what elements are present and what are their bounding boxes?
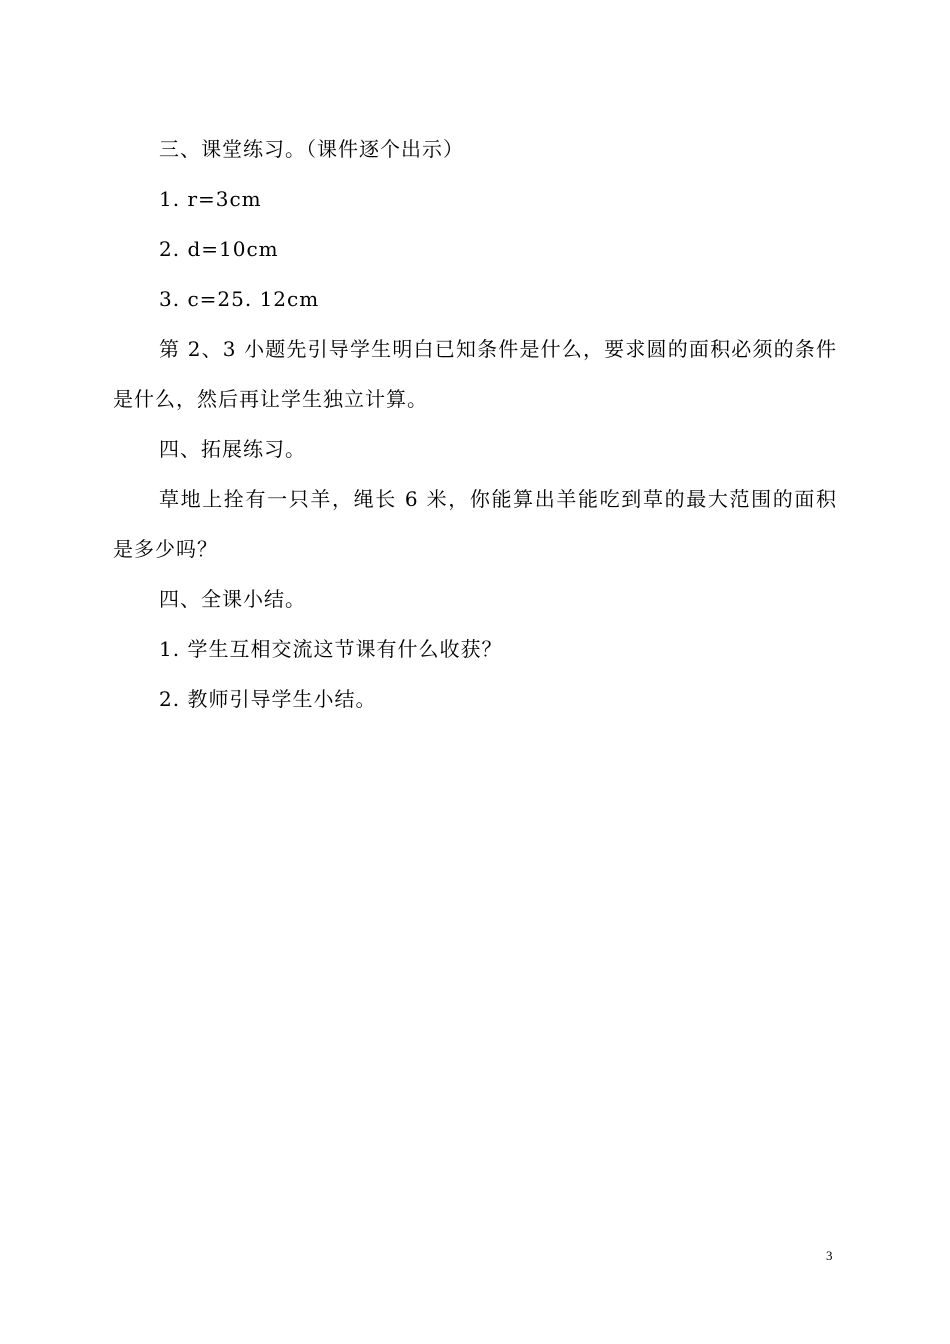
- document-body: [113, 124, 837, 724]
- summary-item-2: 2. 教师引导学生小结。: [159, 687, 377, 711]
- exercise-item-1: 1. r=3cm: [159, 187, 262, 211]
- summary-item-1: 1. 学生互相交流这节课有什么收获？: [159, 637, 503, 661]
- exercise-item-2: 2. d=10cm: [159, 237, 279, 261]
- guidance-paragraph: 第 2、3 小题先引导学生明白已知条件是什么，要求圆的面积必须的条件是什么，然后再让学生独立计算。: [113, 337, 837, 411]
- extension-paragraph: 草地上拴有一只羊，绳长 6 米，你能算出羊能吃到草的最大范围的面积是多少吗？: [113, 487, 837, 561]
- section-heading-extension-practice: 四、拓展练习。: [159, 437, 306, 461]
- section-heading-classroom-practice: 三、课堂练习。（课件逐个出示）: [159, 137, 464, 161]
- section-heading-lesson-summary: 四、全课小结。: [159, 587, 306, 611]
- page-number: 3: [826, 1248, 833, 1263]
- exercise-item-3: 3. c=25. 12cm: [159, 287, 320, 311]
